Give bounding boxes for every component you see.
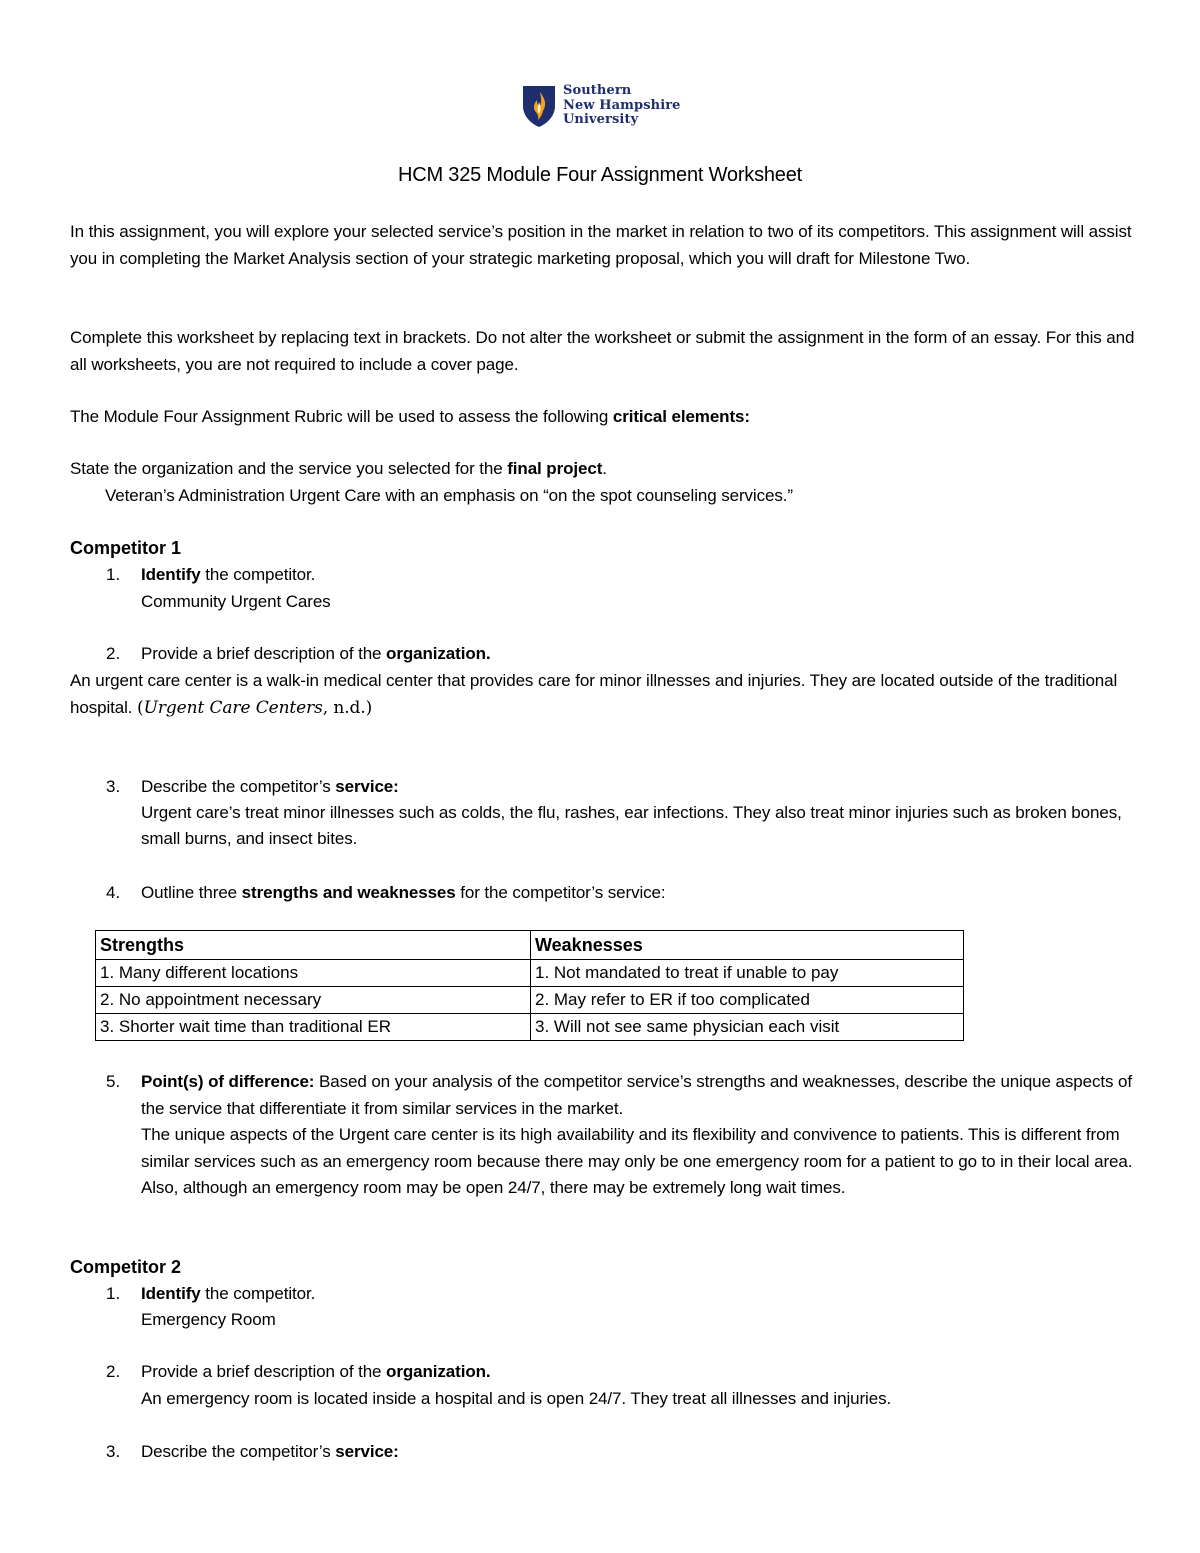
c1-q2-number: 2. [106, 644, 121, 663]
c1-a1: Community Urgent Cares [141, 592, 331, 611]
table-row [96, 1014, 964, 1041]
project-prompt [70, 456, 1135, 483]
c2-q2-number: 2. [106, 1362, 121, 1381]
intro-paragraph-3 [70, 404, 1135, 431]
snhu-logo [521, 84, 691, 130]
c2-q3-number: 3. [106, 1442, 121, 1461]
c1-q1 [141, 562, 1135, 589]
c1-q5 [141, 1069, 1135, 1122]
table-header-row [96, 931, 964, 960]
c1-q5-number: 5. [106, 1072, 121, 1091]
c2-q3 [141, 1439, 1135, 1466]
c1-a2-text: An urgent care center is a walk-in medical center that provides care for minor illnesses and injuries. They are located outside of the traditional hospital. [70, 671, 1118, 717]
c1-q5-bold: Point(s) of difference: [141, 1072, 315, 1091]
table-row [96, 960, 964, 987]
table-cell: 1. Not mandated to treat if unable to pay [531, 960, 964, 987]
intro-p3-bold: critical elements: [612, 407, 750, 426]
c1-q1-bold: Identify [141, 565, 201, 584]
c1-q3 [141, 774, 1135, 801]
c2-q3-text: Describe the competitor’s [141, 1442, 336, 1461]
c1-q2-text: Provide a brief description of the [141, 644, 387, 663]
intro-paragraph-1: In this assignment, you will explore your selected service’s position in the market in relation to two of its competitors. This assignment will assist you in completing the Market Analysis section of your strategic marketing proposal, which you will draft for Milestone Two. [70, 222, 1132, 268]
citation-close: , n.d.) [322, 697, 373, 718]
project-prompt-text: State the organization and the service you selected for the [70, 459, 508, 478]
table-cell: 1. Many different locations [96, 960, 531, 987]
c1-q1-number: 1. [106, 565, 121, 584]
c1-q4-text: Outline three [141, 883, 242, 902]
c1-a3: Urgent care’s treat minor illnesses such as colds, the flu, rashes, ear infections. They also treat minor injuries such as broken bones, small burns, and insect bites. [141, 803, 1122, 848]
c1-q4-number: 4. [106, 883, 121, 902]
snhu-wordmark [563, 84, 681, 128]
c2-q1-bold: Identify [141, 1284, 201, 1303]
c2-a2: An emergency room is located inside a hospital and is open 24/7. They treat all illnesses and injuries. [141, 1389, 892, 1408]
c1-q4 [141, 880, 1135, 907]
logo-line-2: New Hampshire [563, 97, 681, 113]
c1-q3-number: 3. [106, 777, 121, 796]
citation-open: ( [137, 697, 144, 718]
table-cell: 3. Will not see same physician each visit [531, 1014, 964, 1041]
table-cell: 2. No appointment necessary [96, 987, 531, 1014]
logo-line-3: University [563, 112, 639, 127]
c1-q2-bold: organization. [386, 644, 491, 663]
c2-q2-text: Provide a brief description of the [141, 1362, 387, 1381]
c1-q3-text: Describe the competitor’s [141, 777, 336, 796]
project-prompt-bold: final project [507, 459, 603, 478]
citation-title: Urgent Care Centers [143, 697, 323, 718]
c1-q3-bold: service: [335, 777, 399, 796]
c1-q4-end: for the competitor’s service: [455, 883, 666, 902]
c1-a2-citation [137, 698, 372, 718]
project-answer: Veteran’s Administration Urgent Care with an emphasis on “on the spot counseling services.” [105, 486, 793, 505]
table-header-strengths: Strengths [96, 931, 531, 960]
c1-a2 [70, 668, 1135, 721]
c1-q1-text: the competitor. [200, 565, 316, 584]
project-prompt-end: . [602, 459, 607, 478]
c1-q2 [141, 641, 1135, 668]
c1-q5-text: Based on your analysis of the competitor service’s strengths and weaknesses, describe the unique aspects of the service that differentiate it from similar services in the market. [141, 1072, 1133, 1118]
c2-q2-bold: organization. [386, 1362, 491, 1381]
c1-a5: The unique aspects of the Urgent care center is its high availability and its flexibility and convivence to patients. This is different from similar services such as an emergency room because there may only be one emergency room for a patient to go to in their local area. Also, although an emergency room may be open 24/7, there may be extremely long wait times. [141, 1125, 1133, 1197]
c2-q1-text: the competitor. [200, 1284, 316, 1303]
c2-q1-number: 1. [106, 1284, 121, 1303]
table-row [96, 987, 964, 1014]
c1-q4-bold: strengths and weaknesses [241, 883, 456, 902]
c2-a1: Emergency Room [141, 1310, 276, 1329]
intro-paragraph-2: Complete this worksheet by replacing text in brackets. Do not alter the worksheet or submit the assignment in the form of an essay. For this and all worksheets, you are not required to include a cover page. [70, 328, 1135, 374]
page-title: HCM 325 Module Four Assignment Worksheet [397, 164, 803, 186]
snhu-shield-icon [521, 84, 557, 128]
c2-q1 [141, 1281, 1135, 1308]
table-header-weaknesses: Weaknesses [531, 931, 964, 960]
intro-p3-text: The Module Four Assignment Rubric will be used to assess the following [70, 407, 613, 426]
c2-q3-bold: service: [335, 1442, 399, 1461]
competitor-1-heading: Competitor 1 [70, 538, 182, 558]
competitor-2-heading: Competitor 2 [70, 1257, 182, 1277]
table-cell: 2. May refer to ER if too complicated [531, 987, 964, 1014]
c2-q2 [141, 1359, 1135, 1386]
table-cell: 3. Shorter wait time than traditional ER [96, 1014, 531, 1041]
strengths-weaknesses-table [95, 930, 964, 1041]
logo-line-1: Southern [563, 83, 632, 98]
